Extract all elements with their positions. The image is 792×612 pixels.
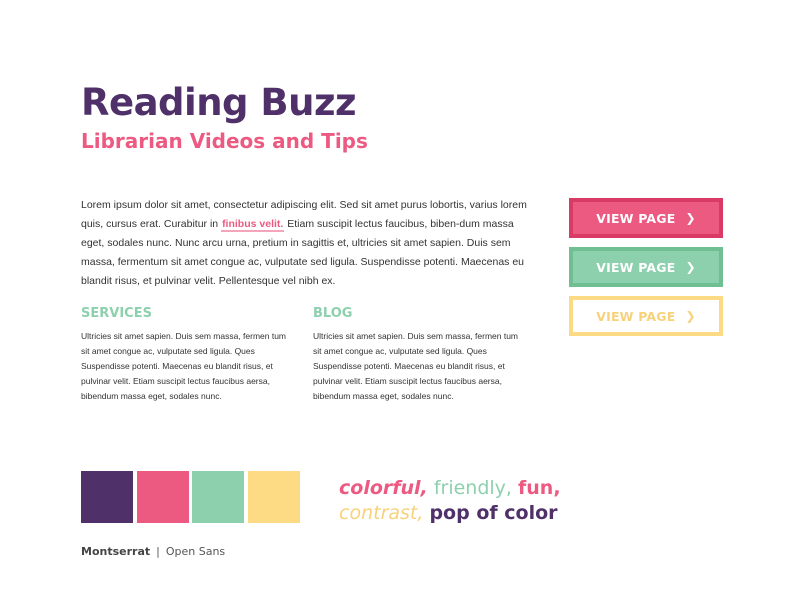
blog-heading: BLOG	[313, 306, 353, 321]
swatch-green	[192, 471, 244, 523]
intro-paragraph	[81, 196, 536, 291]
tagline-fun: fun,	[518, 477, 561, 499]
view-page-button-yellow[interactable]	[569, 296, 723, 336]
tagline-colorful: colorful,	[339, 477, 428, 499]
tagline-friendly: friendly,	[433, 477, 512, 499]
services-heading: SERVICES	[81, 306, 152, 321]
tagline-contrast: contrast,	[339, 502, 424, 524]
font-primary: Montserrat	[81, 545, 151, 558]
tagline-pop-of-color: pop of color	[429, 502, 558, 524]
page-subtitle: Librarian Videos and Tips	[81, 129, 368, 153]
intro-link[interactable]: finibus velit.	[222, 218, 284, 230]
tagline	[339, 476, 561, 526]
chevron-right-icon: ❯	[685, 211, 696, 225]
button-label: VIEW PAGE	[596, 259, 676, 275]
swatch-yellow	[248, 471, 300, 523]
services-text: Ultricies sit amet sapien. Duis sem massa, fermen tum sit amet congue ac, vulputate sed ligula. Ques Suspendisse potenti. Maecenas eu blandit risus, et pulvinar velit. Etiam suscipit lectus faucibus aersa, bibendum massa eget, sodales nunc.	[81, 331, 287, 401]
view-page-button-pink[interactable]	[569, 198, 723, 238]
blog-text: Ultricies sit amet sapien. Duis sem massa, fermen tum sit amet congue ac, vulputate sed ligula. Ques Suspendisse potenti. Maecenas eu blandit risus, et pulvinar velit. Etiam suscipit lectus faucibus aersa, bibendum massa eget, sodales nunc.	[313, 331, 519, 401]
font-secondary: Open Sans	[165, 545, 226, 558]
swatch-purple	[81, 471, 133, 523]
button-label: VIEW PAGE	[596, 308, 676, 324]
font-separator: |	[156, 545, 160, 558]
page-title: Reading Buzz	[81, 81, 357, 124]
chevron-right-icon: ❯	[685, 309, 696, 323]
intro-text-start: Lorem ipsum dolor sit amet, consectetur adipiscing elit. Sed sit amet purus lobortis, varius lorem quis, cursus erat. Curabitur in	[81, 199, 527, 230]
view-page-button-green[interactable]	[569, 247, 723, 287]
chevron-right-icon: ❯	[685, 260, 696, 274]
font-credits	[81, 545, 225, 558]
button-label: VIEW PAGE	[596, 210, 676, 226]
swatch-pink	[137, 471, 189, 523]
intro-text-end: Etiam suscipit lectus faucibus, biben-dum massa eget, sodales nunc. Nunc arcu urna, pretium in sagittis et, ultricies sit amet sapien. Duis sem massa, fermentum sit amet congue ac, vulputate sed ligula. Suspendisse potenti. Maecenas eu blandit risus, et pulvinar velit. Pellentesque vel nibh ex.	[81, 218, 524, 287]
